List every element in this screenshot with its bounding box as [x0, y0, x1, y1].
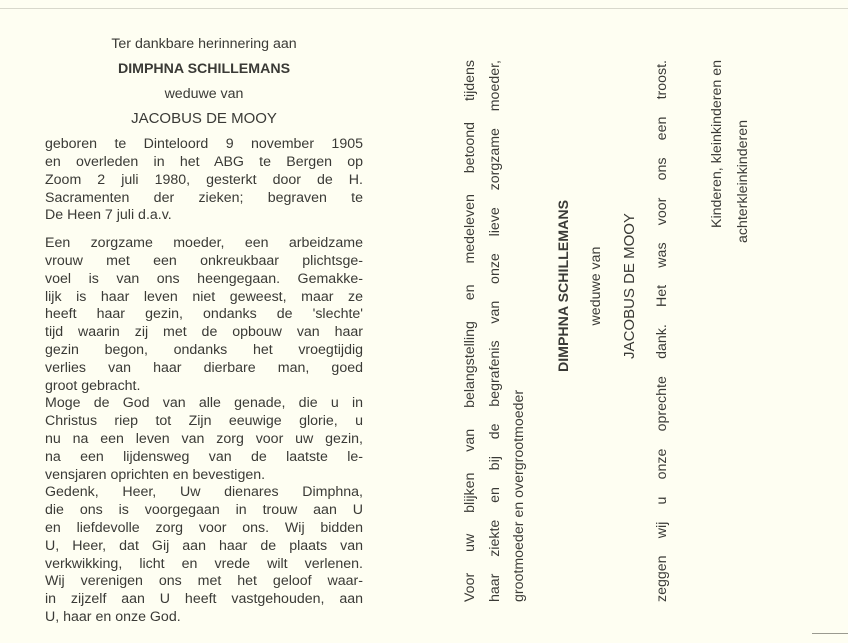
text-line: tijd waarin zij met de opbouw van haar: [45, 324, 363, 341]
text-line: verlies van haar dierbare man, goed: [45, 359, 363, 376]
text-line: De Heen 7 juli d.a.v.: [45, 207, 172, 224]
memorial-text-left: [45, 36, 363, 637]
text-line: geboren te Dinteloord 9 november 1905: [45, 136, 363, 153]
widow-of-label: weduwe van: [164, 85, 244, 102]
thanks-line: haar ziekte en bij de begrafenis van onze lieve zorgzame moeder,: [486, 60, 503, 602]
text-line: Moge de God van alle genade, die u in: [45, 395, 363, 412]
signature-family-2: achterkleinkinderen: [735, 120, 751, 244]
text-line: gezin begon, ondanks het vroegtijdig: [45, 341, 363, 358]
text-line: groot gebracht.: [45, 377, 141, 394]
text-line: Zoom 2 juli 1980, gesterkt door de H.: [45, 171, 363, 188]
text-line: Sacramenten der zieken; begraven te: [45, 189, 363, 206]
text-line: na een lijdensweg van de laatste le-: [45, 448, 363, 465]
text-line: voel is van ons heengegaan. Gemakke-: [45, 270, 363, 287]
bio-paragraph: [45, 136, 363, 225]
text-line: Wij verenigen ons met het geloof waar-: [45, 573, 363, 590]
text-line: vrouw met een onkreukbaar plichtsge-: [45, 252, 363, 269]
text-line: U, haar en onze God.: [45, 608, 181, 625]
text-line: nu na een leven van zorg voor uw gezin,: [45, 430, 363, 447]
signature-family: Kinderen, kleinkinderen en: [709, 60, 725, 228]
scan-corner-line: [812, 633, 848, 634]
widow-of-rotated: weduwe van: [587, 246, 604, 326]
text-line: lijk is haar leven niet geweest, maar ze: [45, 288, 363, 305]
text-line: Gedenk, Heer, Uw dienares Dimphna,: [45, 484, 363, 501]
thanks-line: grootmoeder en overgrootmoeder: [511, 389, 527, 602]
text-line: Een zorgzame moeder, een arbeidzame: [45, 235, 363, 252]
tribute-paragraph: [45, 235, 363, 627]
text-line: en overleden in het ABG te Bergen op: [45, 153, 363, 170]
text-line: Christus riep tot Zijn eeuwige glorie, u: [45, 413, 363, 430]
deceased-name-rotated: DIMPHNA SCHILLEMANS: [555, 199, 572, 373]
text-line: U, Heer, dat Gij aan haar de plaats van: [45, 537, 363, 554]
scan-edge-line: [0, 8, 848, 9]
thanks-line: Voor uw blijken van belangstelling en medeleven betoond tijdens: [462, 60, 478, 602]
text-line: en liefdevolle zorg voor ons. Wij bidden: [45, 519, 363, 536]
husband-name: JACOBUS DE MOOY: [131, 110, 277, 128]
text-line: heeft haar gezin, ondanks de 'slechte': [45, 306, 363, 323]
text-line: die ons is voorgegaan in trouw aan U: [45, 502, 363, 519]
text-line: verkwikking, licht en vrede wilt verlenen.: [45, 555, 363, 572]
heading: Ter dankbare herinnering aan: [111, 36, 297, 52]
closing-line: zeggen wij u onze oprechte dank. Het was voor ons een troost.: [653, 60, 670, 602]
text-line: in zijzelf aan U heeft vastgehouden, aan: [45, 591, 363, 608]
text-line: vensjaren oprichten en bevestigen.: [45, 466, 266, 483]
thank-you-text-rotated: [458, 60, 758, 602]
husband-name-rotated: JACOBUS DE MOOY: [620, 213, 638, 359]
deceased-name: DIMPHNA SCHILLEMANS: [117, 60, 291, 77]
